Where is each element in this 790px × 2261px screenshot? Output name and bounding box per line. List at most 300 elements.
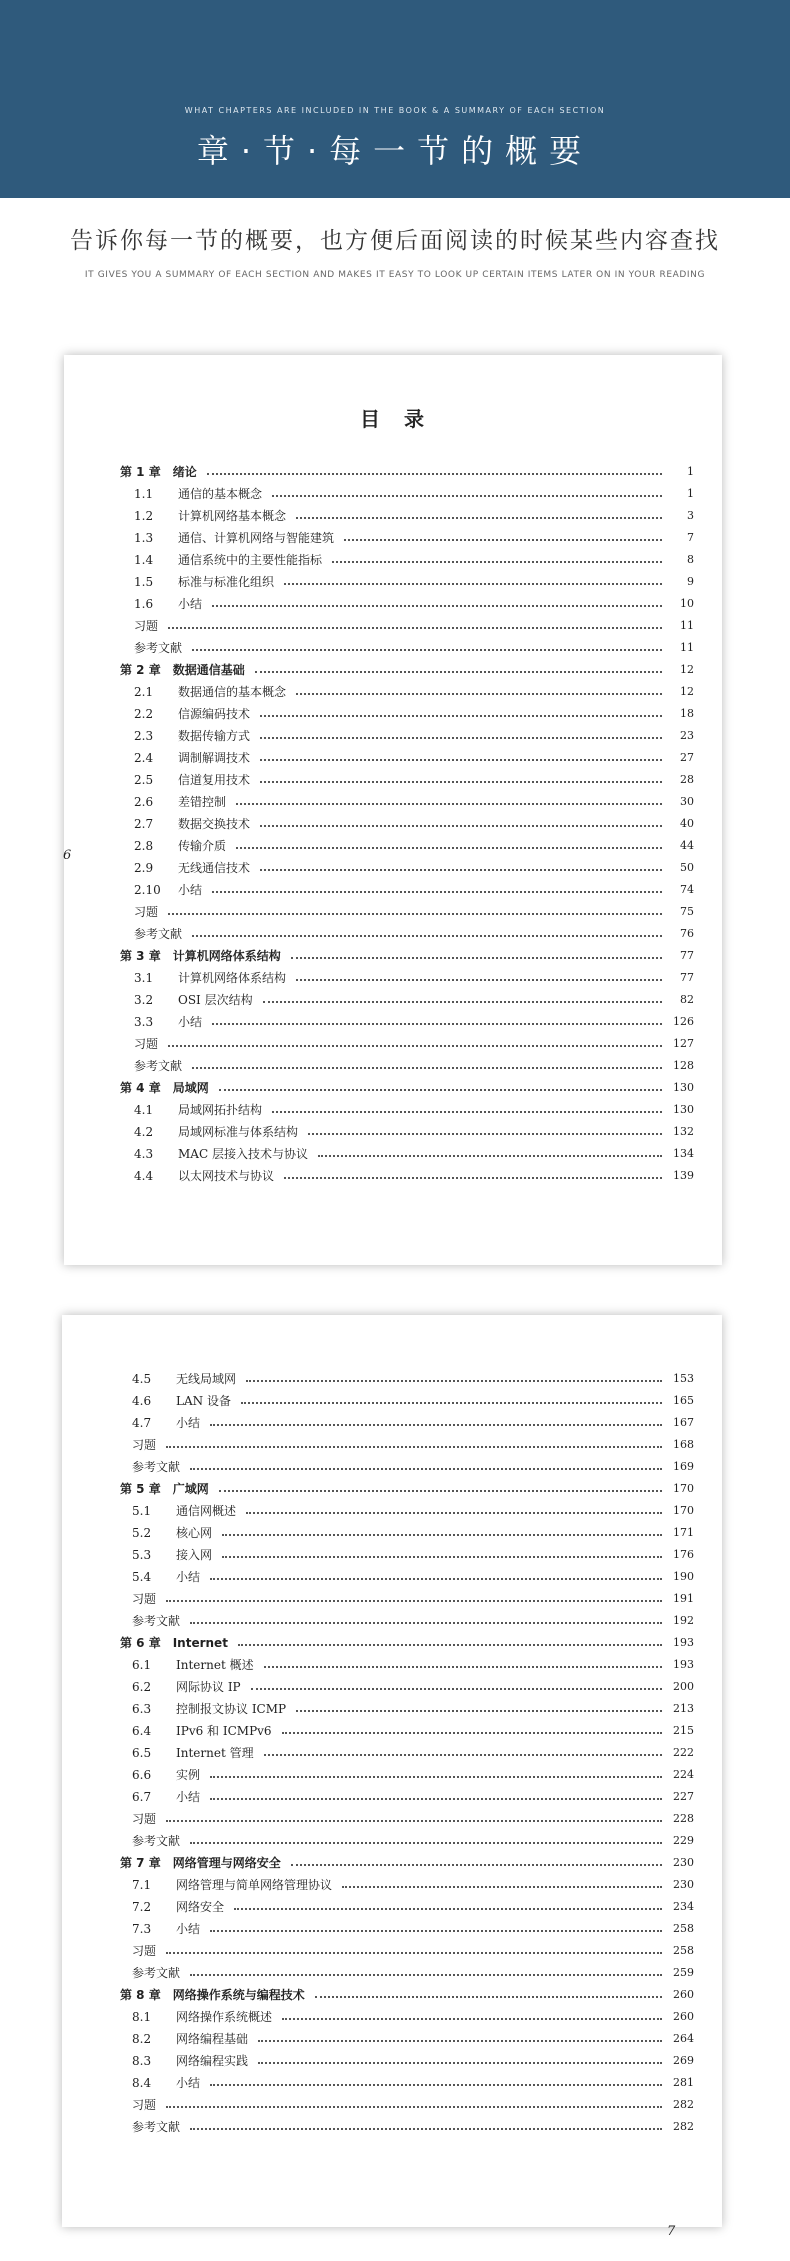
- toc-section-row: [64, 834, 722, 856]
- toc-page-number: 200: [673, 1679, 694, 1693]
- toc-entry-label: 参考文献: [132, 2119, 181, 2134]
- toc-section-title: 通信的基本概念: [178, 486, 263, 501]
- toc-page-number: 269: [673, 2053, 694, 2067]
- toc-leader-dots: [222, 1534, 662, 1536]
- toc-section-row: [64, 1164, 722, 1186]
- toc-misc-row: [62, 1609, 722, 1631]
- toc-misc-row: [62, 2115, 722, 2137]
- toc-section-row: [64, 504, 722, 526]
- toc-page-number: 30: [680, 794, 694, 808]
- toc-section-number: 1.6: [134, 596, 154, 611]
- toc-page-number: 28: [680, 772, 694, 786]
- toc-section-row: [62, 1565, 722, 1587]
- toc-page-number: 215: [673, 1723, 694, 1737]
- toc-leader-dots: [212, 605, 662, 607]
- toc-section-number: 4.5: [132, 1371, 152, 1386]
- toc-section-row: [62, 1895, 722, 1917]
- toc-leader-dots: [263, 1001, 662, 1003]
- toc-section-title: 核心网: [176, 1525, 213, 1540]
- toc-page-number: 132: [673, 1124, 694, 1138]
- toc-entry-label: [132, 1656, 258, 1673]
- toc-entry-label: [134, 551, 326, 568]
- toc-section-row: [64, 1142, 722, 1164]
- toc-leader-dots: [168, 1045, 662, 1047]
- toc-section-number: 8.4: [132, 2075, 152, 2090]
- toc-section-number: 5.1: [132, 1503, 152, 1518]
- toc-page-number: 74: [680, 882, 694, 896]
- toc-page-number: 258: [673, 1943, 694, 1957]
- toc-section-title: 控制报文协议 ICMP: [176, 1701, 287, 1716]
- toc-section-title: 无线局域网: [176, 1371, 237, 1386]
- toc-leader-dots: [260, 715, 662, 717]
- toc-section-number: 6.7: [132, 1789, 152, 1804]
- toc-entry-label: [134, 969, 290, 986]
- toc-section-title: 小结: [178, 596, 203, 611]
- toc-page-number: 171: [673, 1525, 694, 1539]
- toc-section-number: 6.1: [132, 1657, 152, 1672]
- toc-misc-row: [62, 1939, 722, 1961]
- toc-entry-label: 习题: [132, 1591, 157, 1606]
- toc-leader-dots: [264, 1666, 662, 1668]
- toc-section-row: [64, 702, 722, 724]
- toc-page-number: 260: [673, 1987, 694, 2001]
- page-number: 7: [667, 2224, 676, 2239]
- toc-leader-dots: [344, 539, 662, 541]
- toc-page-number: 76: [680, 926, 694, 940]
- toc-entry-label: [132, 1744, 258, 1761]
- toc-page-number: 169: [673, 1459, 694, 1473]
- toc-entry-label: 第 7 章 网络管理与网络安全: [120, 1855, 281, 1870]
- toc-misc-row: [62, 1433, 722, 1455]
- toc-section-row: [64, 724, 722, 746]
- toc-page-number: 1: [687, 464, 694, 478]
- toc-entry-label: [132, 1546, 216, 1563]
- toc-list: [64, 460, 722, 1186]
- toc-page-number: 130: [673, 1080, 694, 1094]
- toc-section-row: [64, 746, 722, 768]
- toc-page-number: 170: [673, 1503, 694, 1517]
- toc-leader-dots: [282, 1732, 662, 1734]
- toc-leader-dots: [190, 1468, 662, 1470]
- toc-entry-label: 参考文献: [132, 1613, 181, 1628]
- toc-leader-dots: [260, 825, 662, 827]
- toc-page-number: 40: [680, 816, 694, 830]
- toc-entry-label: [134, 815, 254, 832]
- toc-page-number: 192: [673, 1613, 694, 1627]
- toc-section-title: 小结: [176, 1569, 201, 1584]
- toc-misc-row: [62, 1587, 722, 1609]
- toc-section-title: 网络编程实践: [176, 2053, 249, 2068]
- toc-entry-label: 习题: [132, 2097, 157, 2112]
- toc-section-title: 无线通信技术: [178, 860, 251, 875]
- toc-misc-row: [64, 614, 722, 636]
- toc-page-number: 264: [673, 2031, 694, 2045]
- toc-leader-dots: [210, 1798, 662, 1800]
- toc-list: [62, 1367, 722, 2137]
- toc-section-title: 通信网概述: [176, 1503, 237, 1518]
- toc-page-number: 130: [673, 1102, 694, 1116]
- toc-entry-label: [134, 727, 254, 744]
- toc-page-number: 224: [673, 1767, 694, 1781]
- toc-section-number: 5.2: [132, 1525, 152, 1540]
- toc-section-number: 2.9: [134, 860, 154, 875]
- toc-title: 目 录: [360, 407, 426, 431]
- toc-section-title: 数据通信的基本概念: [178, 684, 287, 699]
- toc-section-number: 8.3: [132, 2053, 152, 2068]
- toc-leader-dots: [190, 1974, 662, 1976]
- toc-misc-row: [62, 1455, 722, 1477]
- toc-leader-dots: [315, 1996, 662, 1998]
- toc-section-title: 小结: [178, 1014, 203, 1029]
- toc-page-number: 230: [673, 1877, 694, 1891]
- toc-page-number: 258: [673, 1921, 694, 1935]
- toc-leader-dots: [212, 891, 662, 893]
- toc-entry-label: 第 5 章 广域网: [120, 1481, 209, 1496]
- toc-page-number: 82: [680, 992, 694, 1006]
- toc-section-title: 通信、计算机网络与智能建筑: [178, 530, 335, 545]
- toc-section-row: [64, 548, 722, 570]
- toc-section-number: 6.6: [132, 1767, 152, 1782]
- toc-page-number: 11: [680, 640, 694, 654]
- toc-entry-label: 习题: [132, 1943, 157, 1958]
- toc-section-row: [62, 1917, 722, 1939]
- toc-section-title: OSI 层次结构: [178, 992, 253, 1007]
- toc-entry-label: [132, 2008, 276, 2025]
- toc-section-row: [62, 1411, 722, 1433]
- toc-section-title: 信源编码技术: [178, 706, 251, 721]
- toc-page-2: [62, 1315, 722, 2227]
- toc-entry-label: [132, 2074, 204, 2091]
- toc-page-number: 128: [673, 1058, 694, 1072]
- toc-section-title: 接入网: [176, 1547, 213, 1562]
- toc-page-number: 77: [680, 948, 694, 962]
- toc-page-number: 27: [680, 750, 694, 764]
- toc-entry-label: 第 3 章 计算机网络体系结构: [120, 948, 281, 963]
- toc-section-row: [64, 1098, 722, 1120]
- toc-entry-label: 参考文献: [134, 1058, 183, 1073]
- toc-entry-label: 参考文献: [134, 926, 183, 941]
- toc-leader-dots: [192, 935, 662, 937]
- toc-entry-label: [134, 793, 230, 810]
- toc-chapter-row: [64, 944, 722, 966]
- toc-leader-dots: [219, 1490, 662, 1492]
- toc-leader-dots: [284, 1177, 662, 1179]
- toc-page-number: 18: [680, 706, 694, 720]
- toc-section-number: 2.5: [134, 772, 154, 787]
- toc-leader-dots: [282, 2018, 662, 2020]
- toc-section-title: 数据传输方式: [178, 728, 251, 743]
- toc-misc-row: [64, 922, 722, 944]
- toc-page-number: 77: [680, 970, 694, 984]
- toc-section-number: 4.1: [134, 1102, 154, 1117]
- toc-section-title: 小结: [176, 1789, 201, 1804]
- toc-leader-dots: [258, 2062, 662, 2064]
- toc-leader-dots: [190, 2128, 662, 2130]
- toc-entry-label: 第 4 章 局域网: [120, 1080, 209, 1095]
- toc-leader-dots: [236, 847, 662, 849]
- toc-page-number: 153: [673, 1371, 694, 1385]
- toc-leader-dots: [260, 737, 662, 739]
- toc-section-number: 1.1: [134, 486, 154, 501]
- toc-section-number: 2.2: [134, 706, 154, 721]
- header-banner: [0, 0, 790, 198]
- toc-leader-dots: [238, 1644, 662, 1646]
- toc-entry-label: [134, 705, 254, 722]
- toc-section-row: [62, 1367, 722, 1389]
- toc-entry-label: [132, 1788, 204, 1805]
- toc-section-number: 7.3: [132, 1921, 152, 1936]
- toc-section-row: [62, 1521, 722, 1543]
- toc-misc-row: [64, 636, 722, 658]
- toc-entry-label: [134, 1145, 312, 1162]
- toc-page-number: 281: [673, 2075, 694, 2089]
- toc-leader-dots: [308, 1133, 662, 1135]
- toc-leader-dots: [207, 473, 662, 475]
- toc-section-title: 差错控制: [178, 794, 227, 809]
- toc-section-number: 8.1: [132, 2009, 152, 2024]
- toc-page-number: 191: [673, 1591, 694, 1605]
- toc-misc-row: [62, 1829, 722, 1851]
- toc-entry-label: [132, 1766, 204, 1783]
- toc-entry-label: [134, 837, 230, 854]
- toc-section-title: 小结: [176, 2075, 201, 2090]
- toc-leader-dots: [219, 1089, 662, 1091]
- toc-section-row: [64, 482, 722, 504]
- toc-page-number: 3: [687, 508, 694, 522]
- banner-subtitle: WHAT CHAPTERS ARE INCLUDED IN THE BOOK & A SUMMARY OF EACH SECTION: [184, 106, 606, 115]
- toc-section-number: 7.2: [132, 1899, 152, 1914]
- toc-entry-label: [132, 2052, 252, 2069]
- toc-entry-label: [134, 485, 266, 502]
- toc-leader-dots: [260, 759, 662, 761]
- toc-misc-row: [64, 1032, 722, 1054]
- toc-misc-row: [62, 1961, 722, 1983]
- toc-entry-label: [132, 1524, 216, 1541]
- toc-section-number: 6.3: [132, 1701, 152, 1716]
- toc-leader-dots: [210, 1776, 662, 1778]
- toc-entry-label: [134, 1101, 266, 1118]
- toc-leader-dots: [246, 1512, 662, 1514]
- toc-section-title: 网络管理与简单网络管理协议: [176, 1877, 333, 1892]
- toc-entry-label: [134, 529, 338, 546]
- toc-entry-label: 第 8 章 网络操作系统与编程技术: [120, 1987, 305, 2002]
- toc-section-title: 局域网标准与体系结构: [178, 1124, 299, 1139]
- toc-section-number: 1.3: [134, 530, 154, 545]
- toc-page-number: 7: [687, 530, 694, 544]
- toc-entry-label: [132, 2030, 252, 2047]
- toc-entry-label: [132, 1370, 240, 1387]
- toc-section-title: 小结: [176, 1415, 201, 1430]
- toc-page-number: 230: [673, 1855, 694, 1869]
- toc-section-number: 4.6: [132, 1393, 152, 1408]
- toc-page-number: 23: [680, 728, 694, 742]
- toc-section-title: 计算机网络体系结构: [178, 970, 287, 985]
- toc-leader-dots: [318, 1155, 662, 1157]
- toc-section-row: [62, 1389, 722, 1411]
- toc-page-number: 75: [680, 904, 694, 918]
- toc-section-title: 信道复用技术: [178, 772, 251, 787]
- toc-leader-dots: [210, 1424, 662, 1426]
- toc-section-number: 3.2: [134, 992, 154, 1007]
- toc-misc-row: [62, 1807, 722, 1829]
- toc-section-number: 4.3: [134, 1146, 154, 1161]
- toc-leader-dots: [332, 561, 662, 563]
- toc-section-number: 4.7: [132, 1415, 152, 1430]
- toc-entry-label: [134, 1013, 206, 1030]
- toc-section-title: 实例: [176, 1767, 201, 1782]
- toc-page-number: 167: [673, 1415, 694, 1429]
- toc-entry-label: [132, 1568, 204, 1585]
- toc-entry-label: 参考文献: [132, 1833, 181, 1848]
- toc-leader-dots: [255, 671, 662, 673]
- toc-entry-label: [134, 595, 206, 612]
- toc-leader-dots: [190, 1622, 662, 1624]
- toc-section-title: 通信系统中的主要性能指标: [178, 552, 323, 567]
- toc-leader-dots: [236, 803, 662, 805]
- toc-entry-label: [134, 573, 278, 590]
- toc-entry-label: [134, 507, 290, 524]
- toc-section-number: 3.3: [134, 1014, 154, 1029]
- toc-entry-label: 习题: [134, 618, 159, 633]
- toc-section-title: 网络安全: [176, 1899, 225, 1914]
- toc-section-number: 1.2: [134, 508, 154, 523]
- toc-section-row: [62, 1873, 722, 1895]
- toc-entry-label: [132, 1920, 204, 1937]
- toc-section-row: [64, 680, 722, 702]
- toc-section-number: 2.7: [134, 816, 154, 831]
- toc-section-row: [64, 768, 722, 790]
- toc-chapter-row: [62, 1477, 722, 1499]
- toc-section-row: [62, 1543, 722, 1565]
- toc-page-number: 193: [673, 1657, 694, 1671]
- toc-page-number: 50: [680, 860, 694, 874]
- toc-page-number: 213: [673, 1701, 694, 1715]
- toc-entry-label: [132, 1678, 245, 1695]
- toc-entry-label: [132, 1414, 204, 1431]
- toc-section-title: 标准与标准化组织: [178, 574, 275, 589]
- toc-section-row: [62, 2027, 722, 2049]
- toc-section-row: [64, 1120, 722, 1142]
- toc-leader-dots: [192, 649, 662, 651]
- toc-section-title: Internet 概述: [176, 1657, 254, 1672]
- toc-entry-label: [134, 1123, 302, 1140]
- toc-leader-dots: [166, 2106, 662, 2108]
- toc-leader-dots: [168, 627, 662, 629]
- toc-page-number: 1: [687, 486, 694, 500]
- toc-page-number: 127: [673, 1036, 694, 1050]
- toc-entry-label: [134, 749, 254, 766]
- toc-leader-dots: [342, 1886, 662, 1888]
- toc-page-number: 190: [673, 1569, 694, 1583]
- toc-misc-row: [62, 2093, 722, 2115]
- toc-page-number: 282: [673, 2097, 694, 2111]
- toc-entry-label: 参考文献: [134, 640, 183, 655]
- toc-section-row: [64, 1010, 722, 1032]
- toc-section-title: 传输介质: [178, 838, 227, 853]
- toc-section-row: [64, 966, 722, 988]
- toc-chapter-row: [64, 658, 722, 680]
- toc-entry-label: 习题: [134, 904, 159, 919]
- toc-section-title: IPv6 和 ICMPv6: [176, 1723, 272, 1738]
- toc-leader-dots: [166, 1820, 662, 1822]
- toc-page-number: 9: [687, 574, 694, 588]
- toc-page-number: 227: [673, 1789, 694, 1803]
- toc-leader-dots: [192, 1067, 662, 1069]
- banner-title: 章·节·每一节的概要: [196, 132, 594, 170]
- toc-section-row: [62, 1653, 722, 1675]
- toc-entry-label: 第 2 章 数据通信基础: [120, 662, 245, 677]
- toc-section-row: [64, 526, 722, 548]
- toc-page-1: [64, 355, 722, 1265]
- toc-section-number: 2.3: [134, 728, 154, 743]
- toc-entry-label: 第 6 章 Internet: [120, 1635, 228, 1650]
- toc-section-title: 以太网技术与协议: [178, 1168, 275, 1183]
- toc-section-row: [64, 570, 722, 592]
- toc-chapter-row: [62, 1631, 722, 1653]
- toc-section-number: 2.1: [134, 684, 154, 699]
- toc-section-row: [62, 2005, 722, 2027]
- toc-page-number: 193: [673, 1635, 694, 1649]
- toc-leader-dots: [296, 979, 662, 981]
- toc-entry-label: [134, 881, 206, 898]
- toc-misc-row: [64, 1054, 722, 1076]
- toc-section-row: [62, 2049, 722, 2071]
- toc-section-number: 6.5: [132, 1745, 152, 1760]
- toc-chapter-row: [62, 1851, 722, 1873]
- toc-section-row: [62, 1697, 722, 1719]
- toc-leader-dots: [291, 1864, 662, 1866]
- toc-leader-dots: [246, 1380, 662, 1382]
- toc-section-number: 6.4: [132, 1723, 152, 1738]
- toc-leader-dots: [241, 1402, 662, 1404]
- toc-entry-label: [134, 859, 254, 876]
- toc-leader-dots: [296, 1710, 662, 1712]
- toc-entry-label: 习题: [132, 1437, 157, 1452]
- toc-leader-dots: [258, 2040, 662, 2042]
- toc-page-number: 168: [673, 1437, 694, 1451]
- toc-chapter-row: [62, 1983, 722, 2005]
- toc-page-number: 12: [680, 684, 694, 698]
- toc-leader-dots: [168, 913, 662, 915]
- toc-section-row: [62, 1499, 722, 1521]
- toc-page-number: 10: [680, 596, 694, 610]
- toc-section-row: [62, 2071, 722, 2093]
- toc-section-number: 2.4: [134, 750, 154, 765]
- toc-page-number: 139: [673, 1168, 694, 1182]
- toc-leader-dots: [291, 957, 662, 959]
- toc-entry-label: 习题: [134, 1036, 159, 1051]
- toc-section-number: 6.2: [132, 1679, 152, 1694]
- toc-page-number: 229: [673, 1833, 694, 1847]
- toc-section-title: LAN 设备: [176, 1393, 231, 1408]
- toc-entry-label: 第 1 章 绪论: [120, 464, 197, 479]
- toc-page-number: 134: [673, 1146, 694, 1160]
- toc-section-number: 7.1: [132, 1877, 152, 1892]
- toc-entry-label: [132, 1502, 240, 1519]
- toc-leader-dots: [264, 1754, 662, 1756]
- toc-section-row: [64, 988, 722, 1010]
- toc-section-row: [64, 812, 722, 834]
- toc-entry-label: [132, 1722, 276, 1739]
- toc-section-row: [62, 1741, 722, 1763]
- toc-page-number: 228: [673, 1811, 694, 1825]
- toc-leader-dots: [296, 517, 662, 519]
- toc-leader-dots: [210, 1930, 662, 1932]
- toc-entry-label: [132, 1876, 336, 1893]
- toc-section-number: 8.2: [132, 2031, 152, 2046]
- toc-section-number: 5.4: [132, 1569, 152, 1584]
- toc-section-number: 2.10: [134, 882, 161, 897]
